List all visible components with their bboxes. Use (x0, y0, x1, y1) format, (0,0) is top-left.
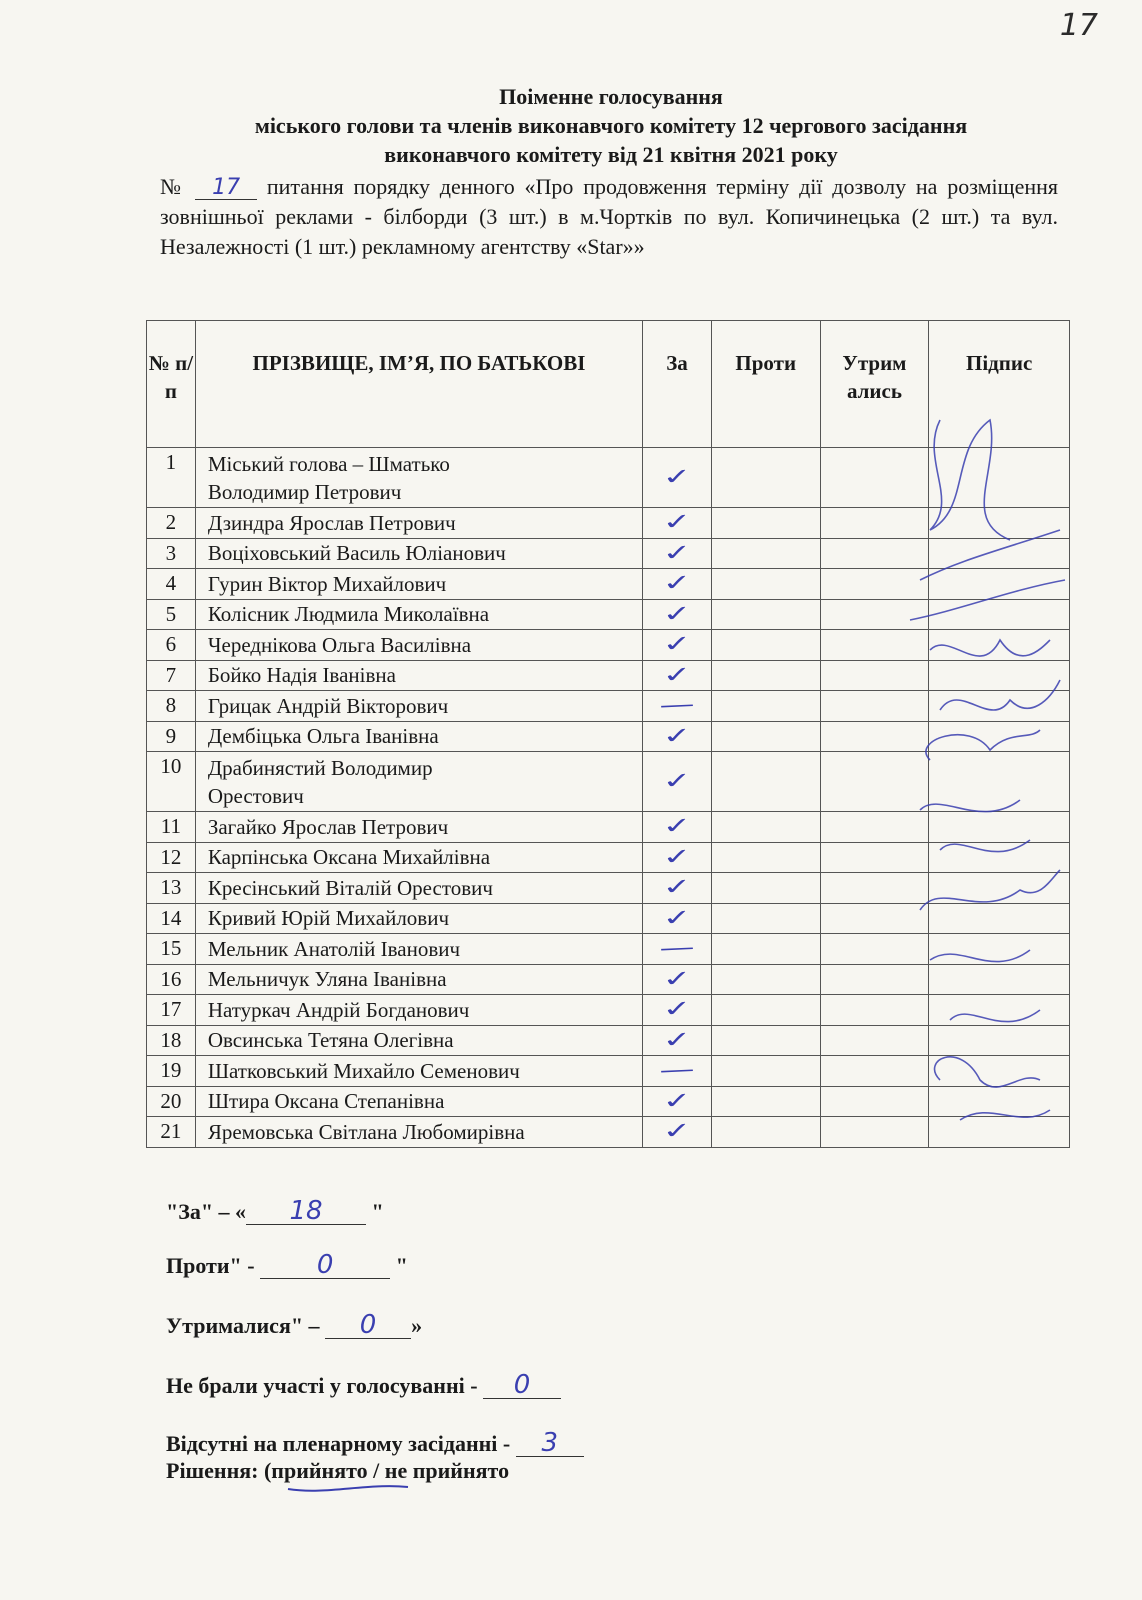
member-name-line1: Драбинястий Володимир (207, 755, 433, 780)
check-mark-icon: ✓ (660, 905, 694, 932)
vote-za-cell (643, 1056, 712, 1087)
result-vid-label: Відсутні на пленарному засіданні - (166, 1431, 516, 1456)
member-cell (195, 903, 642, 934)
result-utrymalys (166, 1312, 422, 1339)
vote-za-cell (643, 995, 712, 1026)
vote-proty-cell (711, 691, 820, 722)
vote-za-cell (643, 903, 712, 934)
table-row (147, 691, 1070, 722)
header-za: За (643, 321, 712, 448)
header-utrymalys: Утрим ались (820, 321, 929, 448)
signature-cell (929, 842, 1070, 873)
vote-proty-cell (711, 630, 820, 661)
vote-utr-cell (820, 1086, 929, 1117)
vote-proty-cell (711, 721, 820, 752)
signature-cell (929, 752, 1070, 812)
vote-utr-cell (820, 1056, 929, 1087)
header-signature: Підпис (929, 321, 1070, 448)
row-number: 16 (147, 964, 196, 995)
vote-proty-cell (711, 569, 820, 600)
check-mark-icon: ✓ (660, 813, 694, 840)
title-line-3: виконавчого комітету від 21 квітня 2021 року (384, 142, 838, 167)
table-row (147, 812, 1070, 843)
result-za-value: 18 (246, 1198, 366, 1225)
result-nb-value: 0 (483, 1372, 561, 1399)
vote-proty-cell (711, 995, 820, 1026)
vote-proty-cell (711, 1086, 820, 1117)
row-number: 9 (147, 721, 196, 752)
table-row (147, 660, 1070, 691)
vote-utr-cell (820, 903, 929, 934)
vote-utr-cell (820, 964, 929, 995)
member-cell (195, 934, 642, 965)
signature-cell (929, 630, 1070, 661)
vote-utr-cell (820, 538, 929, 569)
check-mark-icon: ✓ (660, 464, 694, 491)
row-number: 13 (147, 873, 196, 904)
header-proty: Проти (711, 321, 820, 448)
vote-proty-cell (711, 660, 820, 691)
member-cell (195, 842, 642, 873)
row-number: 4 (147, 569, 196, 600)
member-name: Кривий Юрій Михайлович (207, 906, 450, 931)
vote-proty-cell (711, 812, 820, 843)
row-number: 10 (147, 752, 196, 812)
vote-utr-cell (820, 660, 929, 691)
vote-za-cell (643, 842, 712, 873)
member-name: Дембіцька Ольга Іванівна (207, 724, 439, 749)
vote-proty-cell (711, 873, 820, 904)
result-za (166, 1198, 384, 1225)
member-name: Мельник Анатолій Іванович (207, 936, 461, 961)
member-cell (195, 691, 642, 722)
decision-handwritten-underline (286, 1481, 410, 1495)
check-mark-icon: ✓ (660, 844, 694, 871)
vote-utr-cell (820, 691, 929, 722)
table-row (147, 721, 1070, 752)
table-row (147, 934, 1070, 965)
member-cell (195, 873, 642, 904)
vote-utr-cell (820, 508, 929, 539)
vote-utr-cell (820, 812, 929, 843)
member-cell (195, 448, 642, 508)
member-cell (195, 1117, 642, 1148)
table-body (147, 448, 1070, 1148)
row-number: 2 (147, 508, 196, 539)
result-utr-end: » (411, 1313, 423, 1338)
dash-mark-icon: — (658, 935, 696, 962)
vote-proty-cell (711, 508, 820, 539)
result-proty-end: " (390, 1253, 408, 1278)
vote-za-cell (643, 873, 712, 904)
table-row (147, 842, 1070, 873)
table-row (147, 599, 1070, 630)
result-not-voted (166, 1372, 561, 1399)
page-number: 17 (1059, 8, 1098, 43)
vote-za-cell (643, 508, 712, 539)
signature-cell (929, 1056, 1070, 1087)
check-mark-icon: ✓ (660, 874, 694, 901)
vote-proty-cell (711, 903, 820, 934)
vote-utr-cell (820, 934, 929, 965)
signature-cell (929, 691, 1070, 722)
member-name: Карпінська Оксана Михайлівна (207, 845, 491, 870)
check-mark-icon: ✓ (660, 996, 694, 1023)
table-row (147, 995, 1070, 1026)
result-za-end: " (366, 1199, 384, 1224)
vote-utr-cell (820, 1025, 929, 1056)
row-number: 15 (147, 934, 196, 965)
vote-utr-cell (820, 873, 929, 904)
member-name: Гурин Віктор Михайлович (207, 571, 447, 596)
member-cell (195, 1025, 642, 1056)
member-cell (195, 995, 642, 1026)
row-number: 19 (147, 1056, 196, 1087)
row-number: 18 (147, 1025, 196, 1056)
row-number: 3 (147, 538, 196, 569)
table-row (147, 1086, 1070, 1117)
vote-proty-cell (711, 1025, 820, 1056)
table-row (147, 569, 1070, 600)
signature-cell (929, 964, 1070, 995)
signature-cell (929, 660, 1070, 691)
vote-za-cell (643, 934, 712, 965)
vote-za-cell (643, 752, 712, 812)
vote-proty-cell (711, 1117, 820, 1148)
table-row (147, 508, 1070, 539)
member-cell (195, 1086, 642, 1117)
header-num: № п/п (147, 321, 196, 448)
signature-cell (929, 448, 1070, 508)
signature-cell (929, 721, 1070, 752)
title-line-1: Поіменне голосування (499, 84, 723, 109)
check-mark-icon: ✓ (660, 966, 694, 993)
agenda-question (160, 172, 1058, 262)
voting-table (146, 320, 1070, 1148)
title-line-2: міського голови та членів виконавчого комітету 12 чергового засідання (254, 113, 968, 138)
member-name: Кресінський Віталій Орестович (207, 875, 493, 900)
result-nb-label: Не брали участі у голосуванні - (166, 1373, 484, 1398)
member-name-line2: Орестович (207, 783, 304, 808)
question-number: 17 (195, 177, 257, 200)
member-name: Шатковський Михайло Семенович (207, 1058, 520, 1083)
result-proty-value: 0 (260, 1252, 390, 1279)
vote-proty-cell (711, 538, 820, 569)
member-name: Череднікова Ольга Василівна (207, 632, 472, 657)
signature-cell (929, 1117, 1070, 1148)
check-mark-icon: ✓ (660, 1027, 694, 1054)
member-name: Дзиндра Ярослав Петрович (207, 510, 456, 535)
vote-utr-cell (820, 842, 929, 873)
check-mark-icon: ✓ (660, 540, 694, 567)
member-cell (195, 1056, 642, 1087)
result-absent (166, 1430, 584, 1457)
check-mark-icon: ✓ (660, 1118, 694, 1145)
member-cell (195, 508, 642, 539)
member-cell (195, 964, 642, 995)
row-number: 5 (147, 599, 196, 630)
table-row (147, 1025, 1070, 1056)
table-row (147, 903, 1070, 934)
check-mark-icon: ✓ (660, 662, 694, 689)
question-text: питання порядку денного «Про продовження терміну дії дозволу на розміщення зовнішньої реклами - білборди (3 шт.) в м.Чортків по вул. Копичинецька (2 шт.) та вул. Незалежності (1 шт.) рекламному агентству «Star»» (160, 174, 1058, 259)
signature-cell (929, 812, 1070, 843)
check-mark-icon: ✓ (660, 631, 694, 658)
member-name-line2: Володимир Петрович (207, 479, 402, 504)
member-name: Бойко Надія Іванівна (207, 663, 396, 688)
dash-mark-icon: — (658, 1057, 696, 1084)
check-mark-icon: ✓ (660, 723, 694, 750)
signature-cell (929, 1025, 1070, 1056)
member-name-line1: Міський голова – Шматько (207, 451, 450, 476)
header-name: ПРІЗВИЩЕ, ІМ’Я, ПО БАТЬКОВІ (195, 321, 642, 448)
result-za-label: "За" – « (166, 1199, 247, 1224)
row-number: 17 (147, 995, 196, 1026)
question-prefix: № (160, 174, 186, 199)
member-name: Грицак Андрій Вікторович (207, 693, 449, 718)
vote-za-cell (643, 1025, 712, 1056)
vote-za-cell (643, 812, 712, 843)
vote-proty-cell (711, 964, 820, 995)
member-name: Штира Оксана Степанівна (207, 1089, 445, 1114)
signature-cell (929, 569, 1070, 600)
member-name: Овсинська Тетяна Олегівна (207, 1028, 454, 1053)
signature-cell (929, 873, 1070, 904)
table-row (147, 448, 1070, 508)
member-name: Воціховський Василь Юліанович (207, 541, 506, 566)
check-mark-icon: ✓ (660, 509, 694, 536)
vote-proty-cell (711, 599, 820, 630)
vote-utr-cell (820, 569, 929, 600)
row-number: 14 (147, 903, 196, 934)
result-vid-value: 3 (516, 1430, 584, 1457)
row-number: 12 (147, 842, 196, 873)
vote-za-cell (643, 1117, 712, 1148)
signature-cell (929, 1086, 1070, 1117)
vote-utr-cell (820, 995, 929, 1026)
member-cell (195, 630, 642, 661)
signature-cell (929, 538, 1070, 569)
vote-utr-cell (820, 448, 929, 508)
vote-proty-cell (711, 448, 820, 508)
row-number: 1 (147, 448, 196, 508)
vote-proty-cell (711, 842, 820, 873)
result-utr-label: Утрималися" – (166, 1313, 326, 1338)
vote-utr-cell (820, 630, 929, 661)
result-proty (166, 1252, 408, 1279)
result-proty-label: Проти" - (166, 1253, 261, 1278)
table-row (147, 1117, 1070, 1148)
check-mark-icon: ✓ (660, 601, 694, 628)
check-mark-icon: ✓ (660, 1088, 694, 1115)
table-row (147, 630, 1070, 661)
vote-za-cell (643, 630, 712, 661)
member-name: Яремовська Світлана Любомирівна (207, 1119, 525, 1144)
table-row (147, 1056, 1070, 1087)
row-number: 8 (147, 691, 196, 722)
result-utr-value: 0 (325, 1312, 411, 1339)
dash-mark-icon: — (658, 692, 696, 719)
vote-proty-cell (711, 1056, 820, 1087)
check-mark-icon: ✓ (660, 768, 694, 795)
vote-utr-cell (820, 752, 929, 812)
vote-za-cell (643, 538, 712, 569)
signature-cell (929, 934, 1070, 965)
signature-cell (929, 903, 1070, 934)
vote-za-cell (643, 964, 712, 995)
row-number: 21 (147, 1117, 196, 1148)
table-row (147, 538, 1070, 569)
member-name: Колісник Людмила Миколаївна (207, 602, 490, 627)
vote-utr-cell (820, 599, 929, 630)
document-title (160, 82, 1062, 169)
member-cell (195, 660, 642, 691)
signature-cell (929, 508, 1070, 539)
result-decision: Рішення: (прийнято / не прийнято (166, 1458, 510, 1483)
vote-za-cell (643, 691, 712, 722)
row-number: 11 (147, 812, 196, 843)
vote-za-cell (643, 599, 712, 630)
check-mark-icon: ✓ (660, 570, 694, 597)
member-name: Загайко Ярослав Петрович (207, 814, 449, 839)
member-cell (195, 569, 642, 600)
member-name: Мельничук Уляна Іванівна (207, 967, 447, 992)
member-name: Натуркач Андрій Богданович (207, 997, 470, 1022)
vote-proty-cell (711, 934, 820, 965)
vote-za-cell (643, 448, 712, 508)
vote-za-cell (643, 1086, 712, 1117)
member-cell (195, 599, 642, 630)
vote-za-cell (643, 660, 712, 691)
row-number: 6 (147, 630, 196, 661)
signature-cell (929, 599, 1070, 630)
vote-proty-cell (711, 752, 820, 812)
table-row (147, 752, 1070, 812)
member-cell (195, 538, 642, 569)
vote-za-cell (643, 569, 712, 600)
member-cell (195, 752, 642, 812)
vote-utr-cell (820, 1117, 929, 1148)
member-cell (195, 812, 642, 843)
member-cell (195, 721, 642, 752)
table-row (147, 964, 1070, 995)
row-number: 20 (147, 1086, 196, 1117)
table-header-row (147, 321, 1070, 448)
row-number: 7 (147, 660, 196, 691)
vote-za-cell (643, 721, 712, 752)
vote-utr-cell (820, 721, 929, 752)
table-row (147, 873, 1070, 904)
signature-cell (929, 995, 1070, 1026)
